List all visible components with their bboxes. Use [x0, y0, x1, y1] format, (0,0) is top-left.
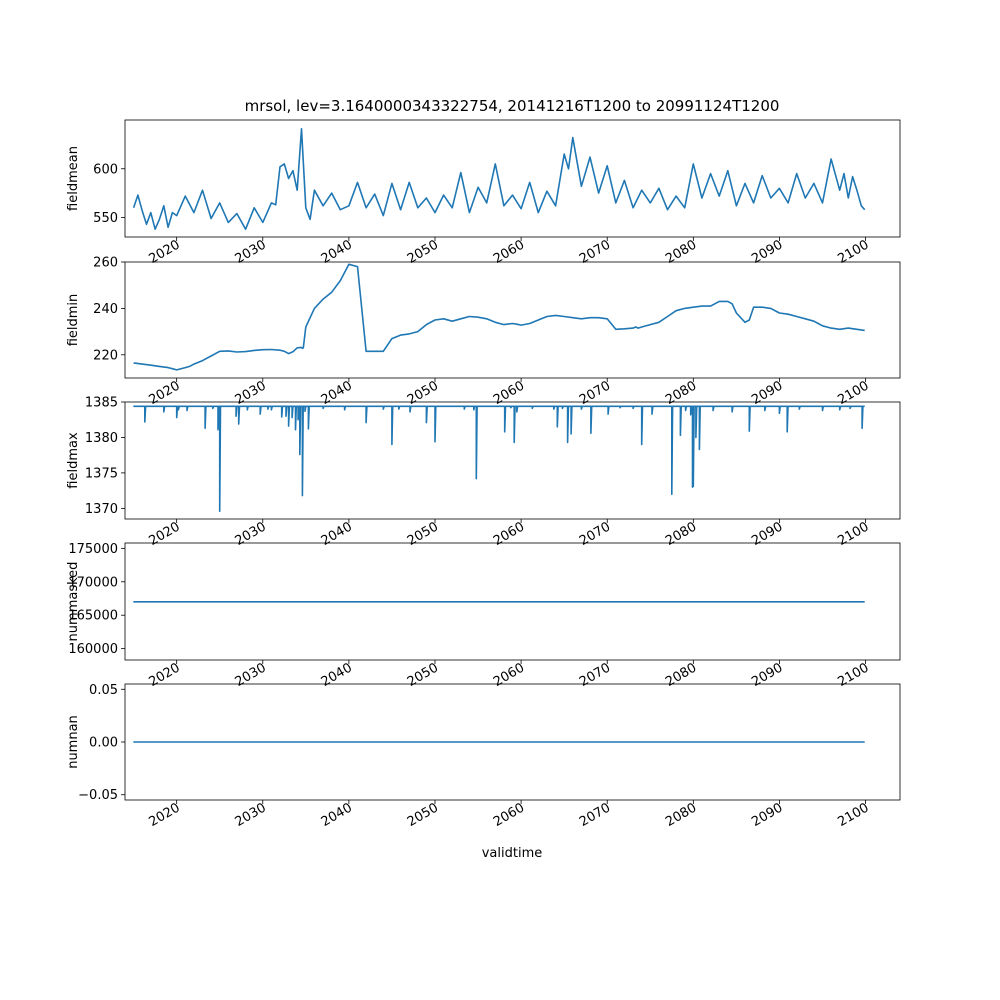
y-tick-label: 160000 [68, 642, 118, 658]
x-tick-label: 2100 [835, 378, 872, 409]
y-tick-label: 175000 [68, 541, 118, 557]
series-line-fieldmax [133, 406, 864, 511]
x-tick-label: 2080 [663, 800, 700, 831]
x-tick-label: 2070 [577, 519, 614, 550]
x-tick-label: 2040 [318, 519, 355, 550]
x-tick-label: 2080 [663, 660, 700, 691]
x-tick-label: 2020 [146, 660, 183, 691]
y-axis-label: numnan [66, 715, 81, 769]
x-tick-label: 2100 [835, 519, 872, 550]
subplot-nummasked [66, 542, 900, 690]
axes-frame [125, 402, 900, 519]
x-tick-label: 2070 [577, 237, 614, 268]
y-tick-label: 1375 [84, 466, 118, 482]
x-tick-label: 2020 [146, 237, 183, 268]
x-tick-label: 2070 [577, 378, 614, 409]
x-tick-label: 2100 [835, 800, 872, 831]
y-tick-label: 1380 [84, 430, 118, 446]
x-tick-label: 2050 [404, 237, 441, 268]
y-tick-label: 550 [93, 211, 118, 226]
x-tick-label: 2080 [663, 519, 700, 550]
x-tick-label: 2050 [404, 378, 441, 409]
x-tick-label: 2020 [146, 519, 183, 550]
y-tick-label: 165000 [68, 608, 118, 624]
y-tick-label: 0.00 [89, 735, 118, 751]
x-tick-label: 2060 [490, 378, 528, 409]
x-tick-label: 2040 [318, 660, 355, 691]
x-tick-label: 2020 [146, 800, 183, 831]
x-tick-label: 2050 [404, 800, 441, 831]
subplots [66, 120, 900, 830]
x-tick-label: 2100 [835, 660, 872, 691]
x-tick-label: 2020 [146, 378, 183, 409]
y-tick-label: 220 [93, 348, 118, 364]
x-tick-label: 2040 [318, 237, 355, 268]
axes-frame [125, 262, 900, 378]
x-tick-label: 2060 [490, 519, 528, 550]
x-tick-label: 2030 [232, 800, 269, 831]
y-axis-label: fieldmean [66, 146, 81, 211]
y-tick-label: 600 [93, 162, 118, 178]
subplot-fieldmin [66, 256, 900, 409]
x-tick-label: 2070 [577, 800, 614, 831]
y-axis-label: fieldmin [66, 293, 81, 347]
x-tick-label: 2070 [577, 660, 614, 691]
figure-title: mrsol, lev=3.1640000343322754, 20141216T1200 to 20991124T1200 [244, 97, 780, 115]
y-tick-label: 240 [93, 301, 118, 317]
x-tick-label: 2090 [749, 237, 786, 268]
x-tick-label: 2080 [663, 378, 700, 409]
y-tick-label: 260 [93, 255, 118, 271]
x-tick-label: 2090 [749, 800, 786, 831]
x-tick-label: 2030 [232, 237, 269, 268]
series-line-fieldmin [134, 264, 865, 370]
x-tick-label: 2100 [835, 237, 872, 268]
x-tick-label: 2090 [749, 519, 786, 550]
x-tick-label: 2090 [749, 378, 786, 409]
x-tick-label: 2030 [232, 519, 269, 550]
x-axis-label: validtime [481, 846, 543, 861]
x-tick-label: 2090 [749, 660, 786, 691]
y-tick-label: 1370 [84, 501, 118, 517]
x-tick-label: 2060 [490, 800, 528, 831]
x-tick-label: 2040 [318, 378, 355, 409]
y-axis-label: fieldmax [66, 432, 81, 489]
x-tick-label: 2030 [232, 660, 269, 691]
x-tick-label: 2050 [404, 519, 441, 550]
x-tick-label: 2060 [490, 660, 528, 691]
x-tick-label: 2050 [404, 660, 441, 691]
y-tick-label: 170000 [68, 575, 118, 591]
y-tick-label: 0.05 [89, 682, 118, 698]
y-axis-label: nummasked [66, 561, 81, 642]
series-line-fieldmean [134, 129, 865, 229]
subplot-fieldmax [66, 396, 900, 550]
subplot-fieldmean [66, 120, 900, 267]
x-tick-label: 2080 [663, 237, 700, 268]
subplot-numnan [66, 683, 900, 830]
x-tick-label: 2030 [232, 378, 269, 409]
y-tick-label: −0.05 [78, 788, 118, 804]
axes-frame [125, 120, 900, 237]
x-tick-label: 2060 [490, 237, 528, 268]
x-tick-label: 2040 [318, 800, 355, 831]
y-tick-label: 1385 [84, 395, 118, 411]
